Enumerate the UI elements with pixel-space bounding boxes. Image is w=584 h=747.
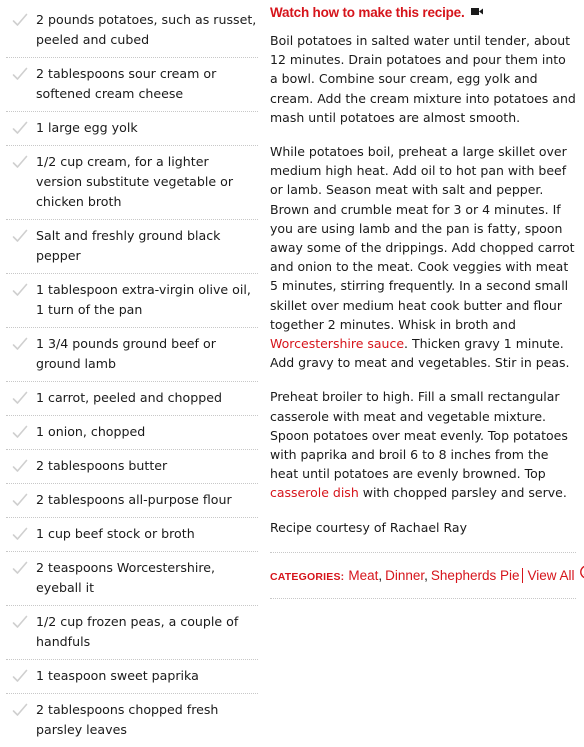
check-icon[interactable]	[12, 66, 28, 82]
ingredient-item[interactable]	[6, 694, 258, 747]
ingredient-text: 2 teaspoons Worcestershire, eyeball it	[36, 560, 216, 595]
check-icon[interactable]	[12, 668, 28, 684]
worcestershire-sauce-link[interactable]: Worcestershire sauce	[270, 336, 405, 352]
step-3-text-end: with chopped parsley and serve.	[358, 485, 567, 501]
check-icon[interactable]	[12, 390, 28, 406]
step-2-text-end: . Thicken gravy 1 minute. Add gravy to meat and vegetables. Stir in peas.	[270, 336, 570, 371]
ingredient-item[interactable]	[6, 112, 258, 146]
category-separator: ,	[378, 567, 383, 583]
categories-label: CATEGORIES:	[270, 570, 345, 583]
ingredient-item[interactable]	[6, 146, 258, 220]
check-icon[interactable]	[12, 120, 28, 136]
category-link-dinner[interactable]: Dinner	[385, 567, 425, 583]
ingredient-text: 1 3/4 pounds ground beef or ground lamb	[36, 336, 216, 371]
ingredient-text: 1 large egg yolk	[36, 120, 138, 135]
category-separator: ,	[424, 567, 428, 583]
ingredients-list	[6, 4, 258, 747]
ingredient-item[interactable]	[6, 274, 258, 328]
ingredient-text: 2 tablespoons sour cream or softened cream cheese	[36, 66, 217, 101]
ingredient-text: 1 onion, chopped	[36, 424, 146, 439]
ingredient-item[interactable]	[6, 4, 258, 58]
divider	[270, 552, 576, 553]
ingredient-text: 2 tablespoons butter	[36, 458, 168, 473]
check-icon[interactable]	[12, 282, 28, 298]
ingredient-item[interactable]	[6, 606, 258, 660]
ingredient-item[interactable]	[6, 220, 258, 274]
casserole-dish-link[interactable]: casserole dish	[270, 485, 359, 501]
ingredient-item[interactable]	[6, 58, 258, 112]
ingredient-text: 1 carrot, peeled and chopped	[36, 390, 222, 405]
ingredient-text: 1 cup beef stock or broth	[36, 526, 195, 541]
check-icon[interactable]	[12, 702, 28, 718]
check-icon[interactable]	[12, 336, 28, 352]
watch-video-label: Watch how to make this recipe.	[270, 5, 465, 20]
directions-panel	[270, 2, 576, 599]
ingredient-item[interactable]	[6, 416, 258, 450]
ingredient-item[interactable]	[6, 518, 258, 552]
divider	[270, 598, 576, 599]
arrow-circle-icon[interactable]	[580, 565, 584, 585]
category-link-meat[interactable]: Meat	[348, 567, 379, 583]
ingredient-text: Salt and freshly ground black pepper	[36, 228, 221, 263]
ingredient-item[interactable]	[6, 450, 258, 484]
step-2-text: While potatoes boil, preheat a large skillet over medium high heat. Add oil to hot pan with beef or lamb. Season meat with salt and pepper. Brown and crumble meat for 3 or 4 minutes. If you are using lamb and the pan is fatty, spoon away some of the drippings. Add chopped carrot and onion to the meat. Cook veggies with meat 5 minutes, stirring frequently. In a second small skillet over medium heat cook butter and flour together 2 minutes. Whisk in broth and	[270, 144, 575, 332]
ingredient-item[interactable]	[6, 660, 258, 694]
ingredient-text: 1/2 cup frozen peas, a couple of handfuls	[36, 614, 239, 649]
check-icon[interactable]	[12, 614, 28, 630]
ingredient-item[interactable]	[6, 328, 258, 382]
check-icon[interactable]	[12, 228, 28, 244]
ingredient-item[interactable]	[6, 484, 258, 518]
view-all-link[interactable]: View All	[527, 567, 575, 583]
ingredient-item[interactable]	[6, 552, 258, 606]
ingredient-text: 1/2 cup cream, for a lighter version substitute vegetable or chicken broth	[36, 154, 233, 209]
ingredient-text: 2 tablespoons chopped fresh parsley leaves	[36, 702, 219, 737]
watch-video-link[interactable]	[270, 3, 483, 23]
check-icon[interactable]	[12, 492, 28, 508]
direction-step-2	[270, 142, 576, 372]
check-icon[interactable]	[12, 424, 28, 440]
video-camera-icon	[471, 2, 483, 22]
check-icon[interactable]	[12, 154, 28, 170]
check-icon[interactable]	[12, 526, 28, 542]
category-link-shepherds-pie[interactable]: Shepherds Pie	[430, 567, 520, 583]
recipe-courtesy: Recipe courtesy of Rachael Ray	[270, 519, 467, 535]
direction-step-3	[270, 387, 576, 502]
step-3-text: Preheat broiler to high. Fill a small rectangular casserole with meat and vegetable mixture. Spoon potatoes over meat evenly. Top potatoes with paprika and broil 6 to 8 inches from the heat until potatoes are evenly browned. Top	[270, 389, 568, 482]
check-icon[interactable]	[12, 12, 28, 28]
vertical-separator	[522, 568, 523, 583]
check-icon[interactable]	[12, 458, 28, 474]
check-icon[interactable]	[12, 560, 28, 576]
ingredient-text: 2 tablespoons all-purpose flour	[36, 492, 232, 507]
ingredient-text: 1 teaspoon sweet paprika	[36, 668, 199, 683]
ingredient-text: 2 pounds potatoes, such as russet, peeled and cubed	[36, 12, 257, 47]
categories-bar	[270, 566, 576, 587]
ingredient-text: 1 tablespoon extra-virgin olive oil, 1 turn of the pan	[36, 282, 251, 317]
direction-step-1: Boil potatoes in salted water until tender, about 12 minutes. Drain potatoes and pour them into a bowl. Combine sour cream, egg yolk and cream. Add the cream mixture into potatoes and mash until potatoes are almost smooth.	[270, 33, 576, 125]
ingredient-item[interactable]	[6, 382, 258, 416]
